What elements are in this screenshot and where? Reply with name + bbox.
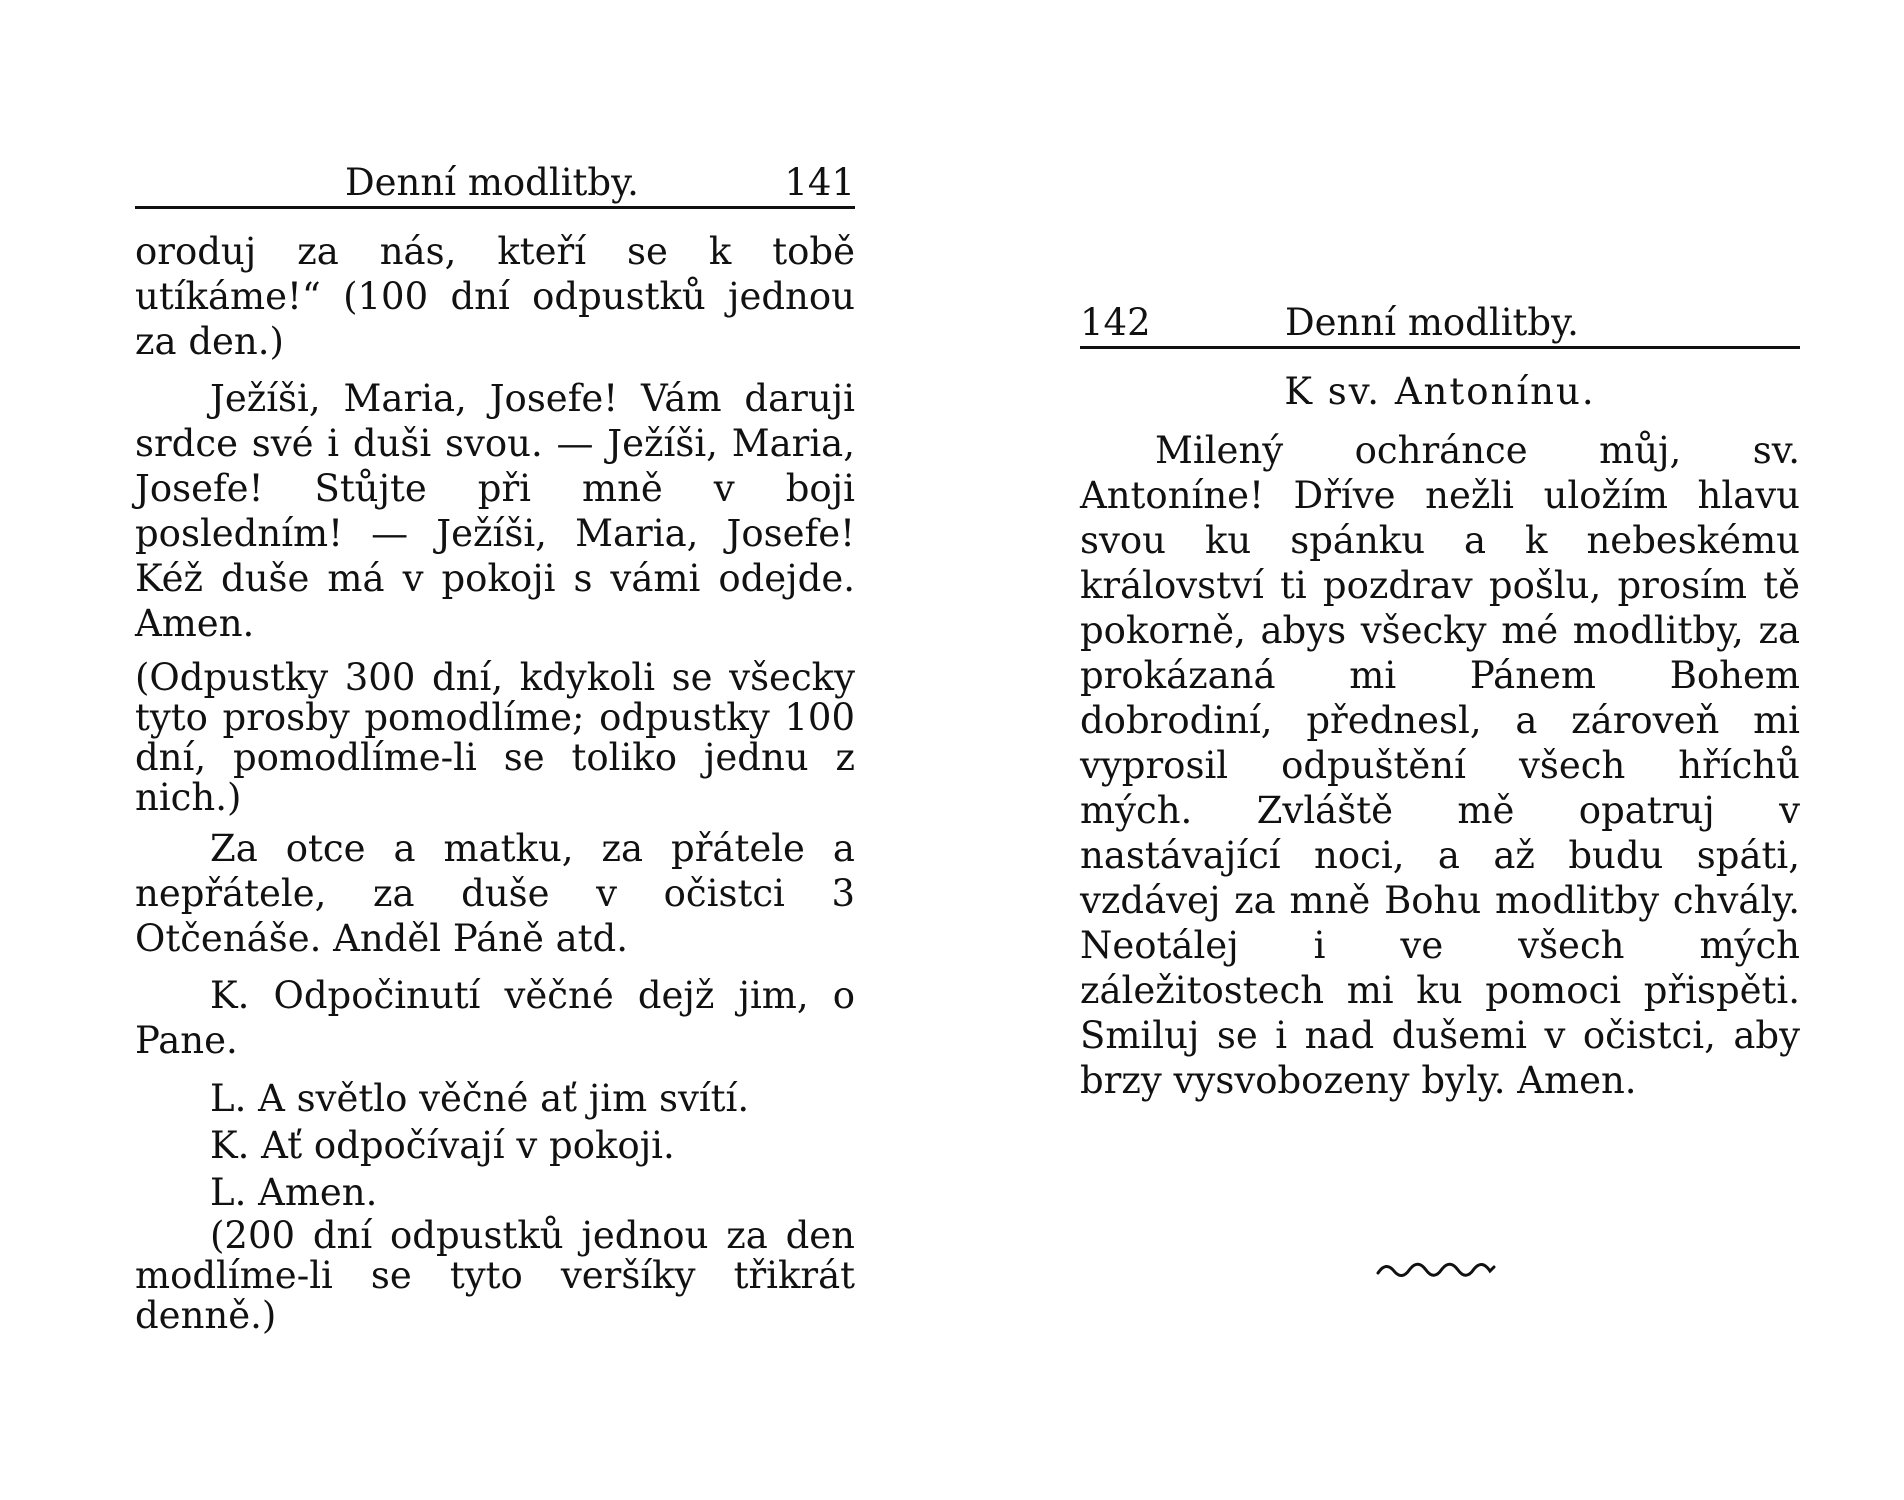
left-paragraph-3: (Odpustky 300 dní, kdykoli se všecky tyto prosby pomodlíme; odpustky 100 dní, pomodlíme-li se toliko jednu z nich.) xyxy=(135,656,855,819)
section-heading: K sv. Antonínu. xyxy=(1284,370,1596,413)
prayer-paragraph: Milený ochránce můj, sv. Antoníne! Dříve nežli uložím hlavu svou ku spánku a k nebeskému království ti pozdrav pošlu, prosím tě pokorně, abys všecky mé modlitby, za prokázaná mi Pánem Bohem dobrodiní, přednesl, a zároveň mi vyprosil odpuštění všech hříchů mých. Zvláště mě opatruj v nastávající noci, a až budu spáti, vzdávej za mně Bohu modlitby chvály. Neotálej i ve všech mých záležitostech mi ku pomoci přispěti. Smiluj se i nad dušemi v očistci, aby brzy vysvobozeny byly. Amen. xyxy=(1080,429,1800,1102)
left-page-number: 141 xyxy=(784,161,855,204)
left-paragraph-4: Za otce a matku, za přátele a nepřátele, za duše v očistci 3 Otčenáše. Anděl Páně atd. xyxy=(135,827,855,960)
left-header-title: Denní modlitby. xyxy=(345,161,639,204)
right-header-title: Denní modlitby. xyxy=(1285,301,1579,344)
left-paragraph-2: Ježíši, Maria, Josefe! Vám daruji srdce své i duši svou. — Ježíši, Maria, Josefe! Stůjte při mně v boji posledním! — Ježíši, Maria, Josefe! Kéž duše má v pokoji s vámi odejde. Amen. xyxy=(135,377,855,645)
left-page xyxy=(135,160,855,1344)
left-running-head xyxy=(135,160,855,206)
left-response-1: L. A světlo věčné ať jim svítí. xyxy=(210,1077,750,1120)
left-response-2: K. Ať odpočívají v pokoji. xyxy=(210,1124,675,1167)
left-closing-note: (200 dní odpustků jednou za den modlíme-li se tyto veršíky třikrát denně.) xyxy=(135,1214,855,1337)
left-paragraph-5: K. Odpočinutí věčné dejž jim, o Pane. xyxy=(135,974,855,1062)
left-response-3: L. Amen. xyxy=(210,1171,378,1214)
right-page-body xyxy=(1080,369,1800,1103)
left-header-rule xyxy=(135,206,855,209)
right-page xyxy=(1080,300,1800,1115)
right-running-head xyxy=(1080,300,1800,346)
right-header-rule xyxy=(1080,346,1800,349)
right-page-number: 142 xyxy=(1080,301,1151,344)
left-page-body xyxy=(135,229,855,1336)
left-paragraph-1: oroduj za nás, kteří se k tobě utíkáme!“ (100 dní odpustků jednou za den.) xyxy=(135,230,855,363)
ornament-divider xyxy=(1376,1257,1496,1281)
